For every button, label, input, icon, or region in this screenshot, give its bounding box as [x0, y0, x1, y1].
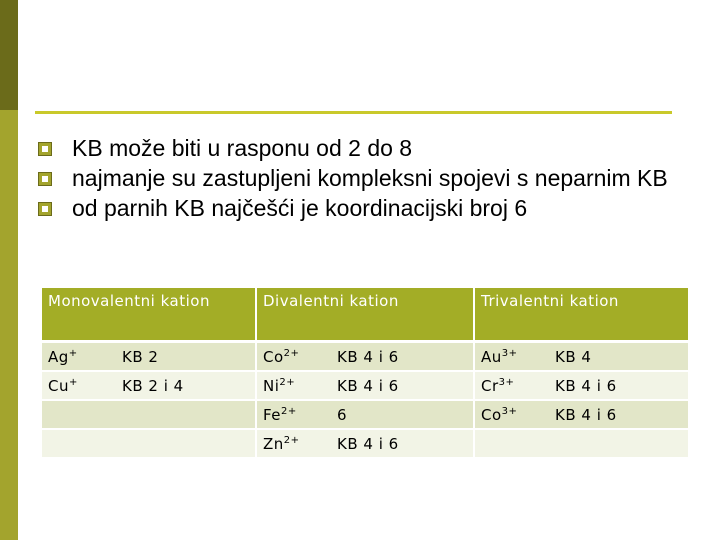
- table-row: [42, 430, 690, 459]
- table-cell: [475, 430, 690, 459]
- cation-symbol: [481, 348, 533, 366]
- square-bullet-icon: [38, 202, 52, 216]
- title-divider: [35, 111, 672, 114]
- table-row: [42, 372, 690, 401]
- element-symbol: Au: [481, 347, 502, 366]
- cation-symbol: [48, 377, 100, 395]
- square-bullet-icon: [38, 142, 52, 156]
- cation-symbol: [481, 406, 533, 424]
- bullet-text: najmanje su zastupljeni kompleksni spojevi s neparnim KB: [72, 165, 668, 191]
- charge: 2+: [283, 347, 300, 359]
- table-cell: [475, 372, 690, 401]
- bullet-text: KB može biti u rasponu od 2 do 8: [72, 135, 413, 161]
- element-symbol: Fe: [263, 405, 282, 424]
- table-row: [42, 401, 690, 430]
- table-cell: [42, 430, 257, 459]
- element-symbol: Ag: [48, 347, 69, 366]
- element-symbol: Zn: [263, 434, 284, 453]
- bullet-item: [38, 193, 678, 223]
- table-cell: [257, 343, 475, 372]
- table-cell: [42, 401, 257, 430]
- table-cell: [257, 430, 475, 459]
- charge: 2+: [279, 376, 296, 388]
- sidebar-light-bar: [0, 110, 18, 540]
- bullet-item: [38, 133, 678, 163]
- bullet-text: od parnih KB najčešći je koordinacijski broj 6: [72, 195, 528, 221]
- table-cell: [257, 401, 475, 430]
- element-symbol: Co: [481, 405, 502, 424]
- cation-symbol: [263, 406, 315, 424]
- coordination-number: KB 2: [122, 347, 159, 366]
- charge: 3+: [501, 347, 518, 359]
- coordination-number: KB 2 i 4: [122, 376, 184, 395]
- table-cell: [42, 372, 257, 401]
- charge: 3+: [498, 376, 515, 388]
- coordination-number: KB 4: [555, 347, 592, 366]
- coordination-number: 6: [337, 405, 348, 424]
- square-bullet-icon: [38, 172, 52, 186]
- coordination-number: KB 4 i 6: [555, 405, 617, 424]
- element-symbol: Cr: [481, 376, 499, 395]
- cation-table: [42, 288, 690, 459]
- coordination-number: KB 4 i 6: [555, 376, 617, 395]
- table-header-row: [42, 288, 690, 343]
- sidebar-dark-bar: [0, 0, 18, 110]
- cation-symbol: [263, 348, 315, 366]
- header-divalent: Divalentni kation: [257, 288, 475, 343]
- coordination-number: KB 4 i 6: [337, 434, 399, 453]
- charge: +: [68, 376, 78, 388]
- table-cell: [42, 343, 257, 372]
- cation-symbol: [48, 348, 100, 366]
- coordination-number: KB 4 i 6: [337, 376, 399, 395]
- charge: 2+: [283, 434, 300, 446]
- bullet-item: [38, 163, 678, 193]
- header-trivalent: Trivalentni kation: [475, 288, 690, 343]
- table-cell: [475, 343, 690, 372]
- cation-symbol: [263, 435, 315, 453]
- cation-symbol: [263, 377, 315, 395]
- element-symbol: Cu: [48, 376, 69, 395]
- table-row: [42, 343, 690, 372]
- element-symbol: Ni: [263, 376, 280, 395]
- charge: 3+: [501, 405, 518, 417]
- charge: 2+: [281, 405, 297, 417]
- header-monovalent: Monovalentni kation: [42, 288, 257, 343]
- coordination-number: KB 4 i 6: [337, 347, 399, 366]
- cation-symbol: [481, 377, 533, 395]
- bullet-list: [38, 133, 678, 223]
- element-symbol: Co: [263, 347, 284, 366]
- table-cell: [257, 372, 475, 401]
- table-cell: [475, 401, 690, 430]
- charge: +: [68, 347, 78, 359]
